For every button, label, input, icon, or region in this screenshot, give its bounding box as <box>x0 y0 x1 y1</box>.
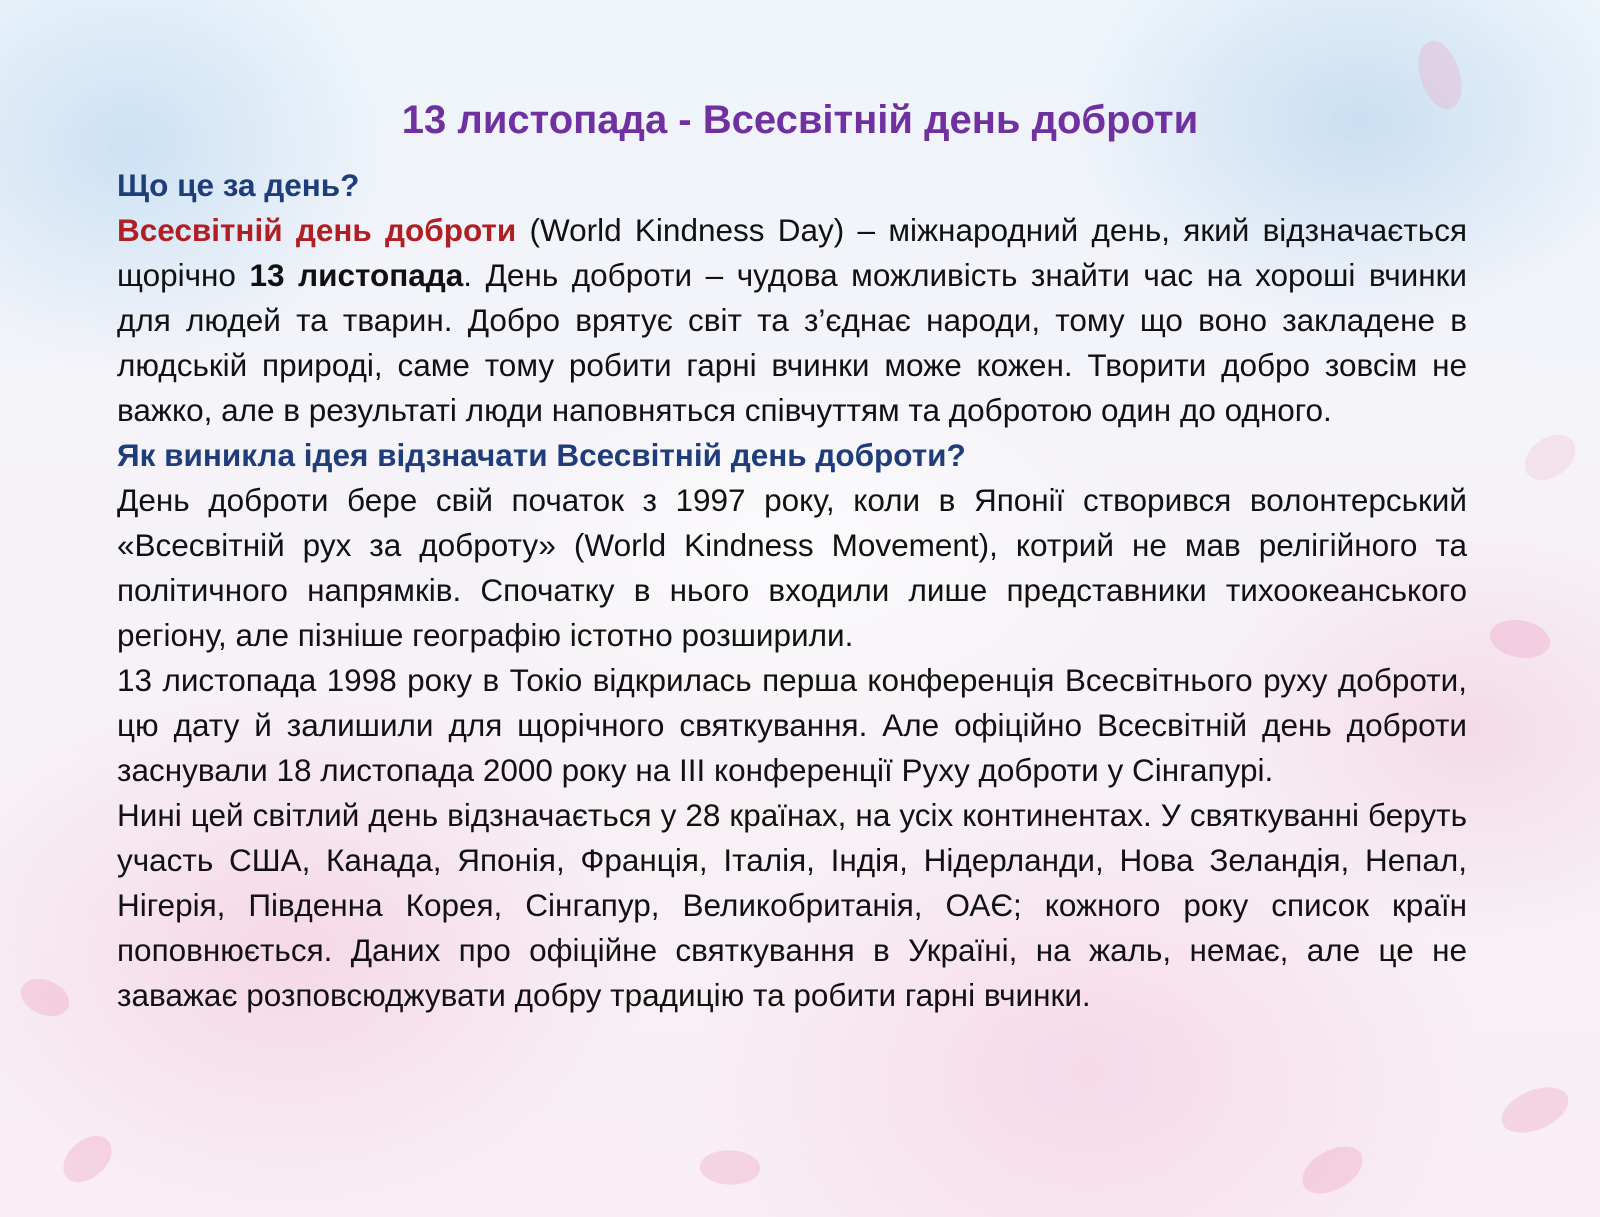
petal-decoration <box>54 1129 121 1189</box>
paragraph-intro-text-b: . День доброти – чудова можливість знайти час на хороші вчинки для людей та тварин. Добро врятує світ та з’єднає народи, тому що воно закладене в людській природі, саме тому робити гарні вчинки може кожен. Творити добро зовсім не важко, але в результаті люди наповняться співчуттям та добротою один до одного. <box>117 257 1467 428</box>
petal-decoration <box>1485 611 1554 667</box>
petal-decoration <box>14 969 75 1026</box>
petal-decoration <box>1295 1140 1370 1200</box>
section-heading-what-is-day: Що це за день? <box>117 167 360 203</box>
paragraph-intro-text-a: (World Kindness Day) – міжнародний день, який відзначається щорічно <box>117 212 1467 293</box>
section-heading-origin: Як виникла ідея відзначати Всесвітній день доброти? <box>117 437 966 473</box>
slide-body <box>117 163 1467 1018</box>
highlight-day-name: Всесвітній день доброти <box>117 212 517 248</box>
paragraph-origin: День доброти бере свій початок з 1997 року, коли в Японії створився волонтерський «Всесвітній рух за доброту» (World Kindness Movement), котрий не мав релігійного та політичного напрямків. Спочатку в нього входили лише представники тихоокеанського регіону, але пізніше географію істотно розширили. <box>117 482 1467 653</box>
petal-decoration <box>1517 424 1583 492</box>
paragraph-tokyo: 13 листопада 1998 року в Токіо відкрилась перша конференція Всесвітнього руху доброти, цю дату й залишили для щорічного святкування. Але офіційно Всесвітній день доброти заснували 18 листопада 2000 року на ІІІ конференції Руху доброти у Сінгапурі. <box>117 662 1467 788</box>
petal-decoration <box>697 1145 762 1190</box>
petal-decoration <box>1496 1082 1574 1139</box>
highlight-date: 13 листопада <box>249 257 464 293</box>
paragraph-countries: Нині цей світлий день відзначається у 28 країнах, на усіх континентах. У святкуванні беруть участь США, Канада, Японія, Франція, Італія, Індія, Нідерланди, Нова Зеландія, Непал, Нігерія, Південна Корея, Сінгапур, Великобританія, ОАЄ; кожного року список країн поповнюється. Даних про офіційне святкування в Україні, на жаль, немає, але це не заважає розповсюджувати добру традицію та робити гарні вчинки. <box>117 797 1467 1013</box>
paragraph-intro <box>117 208 1467 433</box>
slide-title: 13 листопада - Всесвітній день доброти <box>401 98 1199 142</box>
